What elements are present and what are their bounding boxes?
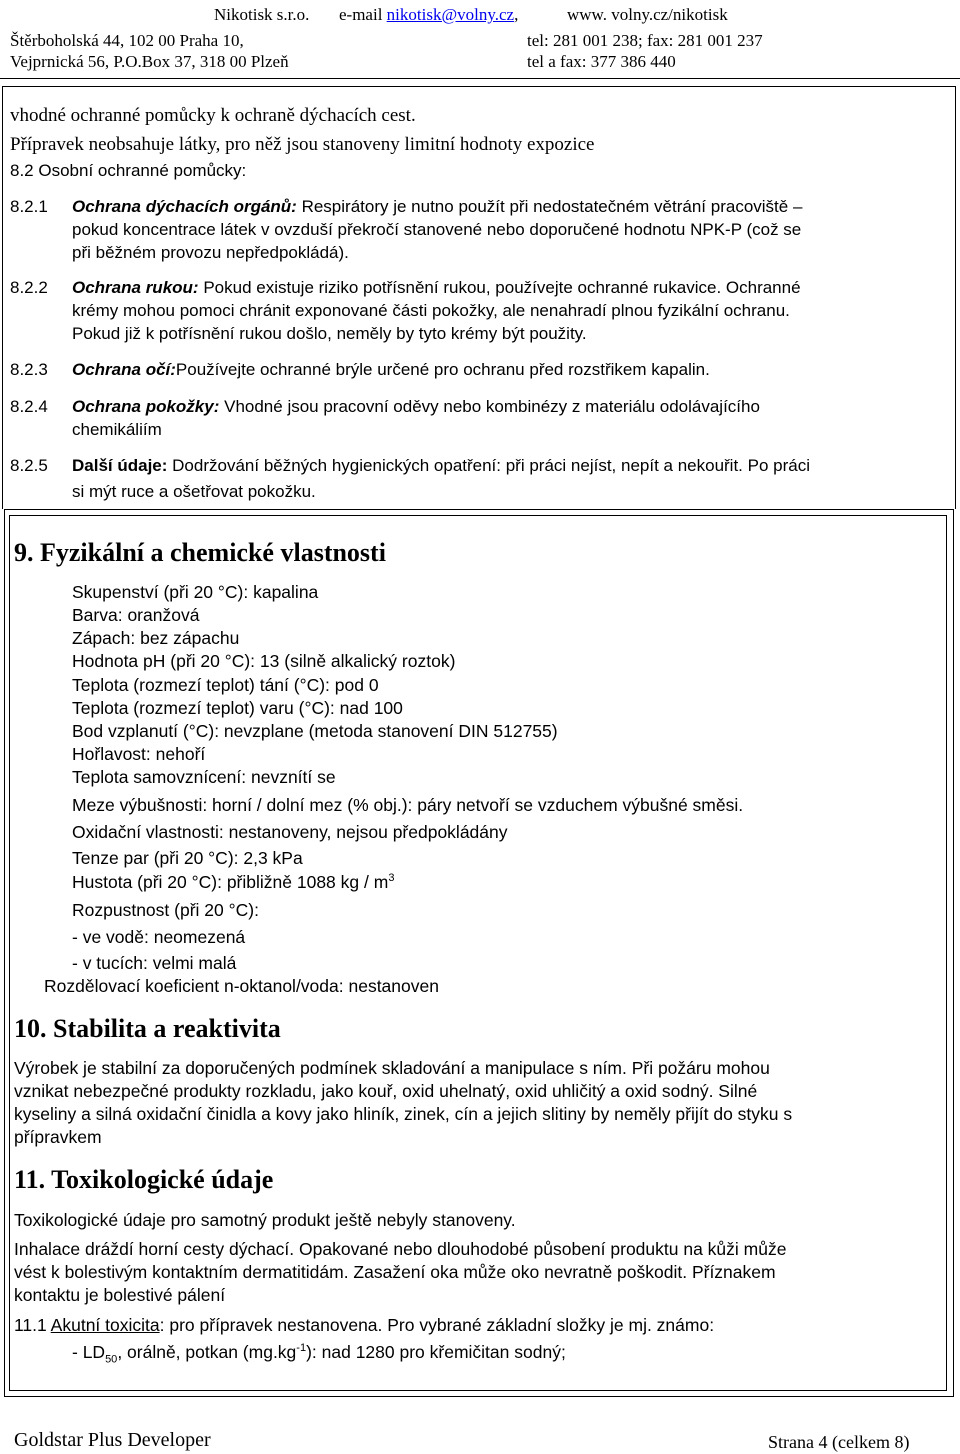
item-8-2-4-text-1: Vhodné jsou pracovní oděvy nebo kombinézy z materiálu odolávajícího — [224, 397, 760, 416]
footer-page: Strana 4 (celkem 8) — [768, 1432, 910, 1452]
section-8-line-1: vhodné ochranné pomůcky k ochraně dýchacích cest. — [10, 105, 416, 126]
prop-solubility: Rozpustnost (při 20 °C): — [72, 900, 259, 920]
prop-flash-point: Bod vzplanutí (°C): nevzplane (metoda stanovení DIN 512755) — [72, 721, 558, 741]
section-10-line-4: přípravkem — [14, 1127, 102, 1147]
item-8-2-2-title: Ochrana rukou: — [72, 278, 199, 297]
prop-state: Skupenství (při 20 °C): kapalina — [72, 582, 319, 602]
item-8-2-1-text-2: pokud koncentrace látek v ovzduší překročí stanovené nebo doporučené hodnotu NPK-P (což se — [72, 220, 802, 239]
header-company: Nikotisk s.r.o. — [214, 5, 310, 24]
item-8-2-1 — [72, 196, 802, 218]
item-8-2-4-text-2: chemikáliím — [72, 420, 162, 439]
section-8-2-heading: 8.2 Osobní ochranné pomůcky: — [10, 161, 247, 180]
ld50-sub: 50 — [105, 1353, 118, 1366]
acute-toxicity-label: Akutní toxicita — [50, 1315, 160, 1335]
prop-melting: Teplota (rozmezí teplot) tání (°C): pod 0 — [72, 675, 379, 695]
prop-flammability: Hořlavost: nehoří — [72, 744, 206, 764]
item-8-2-5 — [72, 455, 810, 477]
header-address-2: Vejprnická 56, P.O.Box 37, 318 00 Plzeň — [10, 52, 289, 71]
item-8-2-3-number: 8.2.3 — [10, 360, 48, 379]
prop-partition: Rozdělovací koeficient n-oktanol/voda: nestanoven — [44, 976, 439, 996]
prop-explosion-limits: Meze výbušnosti: horní / dolní mez (% obj.): páry netvoří se vzduchem výbušné směsi. — [72, 795, 744, 815]
ld50-end: ): nad 1280 pro křemičitan sodný; — [306, 1342, 566, 1362]
item-8-2-1-title: Ochrana dýchacích orgánů: — [72, 197, 297, 216]
item-8-2-3-title: Ochrana očí: — [72, 360, 176, 379]
prop-oxidizing: Oxidační vlastnosti: nestanoveny, nejsou předpokládány — [72, 822, 508, 842]
ld50-prefix: - LD — [72, 1342, 106, 1362]
footer-product: Goldstar Plus Developer — [14, 1429, 211, 1451]
item-8-2-2 — [72, 277, 801, 299]
header-web[interactable]: www. volny.cz/nikotisk — [567, 5, 728, 24]
section-10-line-1: Výrobek je stabilní za doporučených podmínek skladování a manipulace s ním. Při požáru mohou — [14, 1058, 770, 1078]
section-8-line-2: Přípravek neobsahuje látky, pro něž jsou stanoveny limitní hodnoty expozice — [10, 134, 595, 155]
prop-density-text: Hustota (při 20 °C): přibližně 1088 kg / m — [72, 872, 389, 892]
section-10-heading: 10. Stabilita a reaktivita — [14, 1014, 281, 1043]
prop-solubility-water: - ve vodě: neomezená — [72, 927, 246, 947]
section-11-intro: Toxikologické údaje pro samotný produkt ještě nebyly stanoveny. — [14, 1210, 516, 1230]
item-8-2-1-number: 8.2.1 — [10, 197, 48, 216]
item-8-2-5-title: Další údaje: — [72, 456, 168, 475]
prop-density-sup: 3 — [388, 872, 395, 885]
item-8-2-2-text-3: Pokud již k potřísnění rukou došlo, neměly by tyto krémy být použity. — [72, 324, 587, 343]
item-8-2-2-text-2: krémy mohou pomoci chránit exponované části pokožky, ale nenahradí plnou fyzikální ochranu. — [72, 301, 790, 320]
email-suffix: , — [514, 5, 519, 24]
section-11-heading: 11. Toxikologické údaje — [14, 1165, 274, 1194]
prop-vapor-pressure: Tenze par (při 20 °C): 2,3 kPa — [72, 848, 303, 868]
header-address-1: Štěrboholská 44, 102 00 Praha 10, — [10, 31, 244, 50]
section-10-line-2: vznikat nebezpečné produkty rozkladu, jako kouř, oxid uhelnatý, oxid uhličitý a oxid sodný. Silné — [14, 1081, 758, 1101]
ld50-line — [72, 1341, 566, 1364]
prop-solubility-fats: - v tucích: velmi malá — [72, 953, 237, 973]
ld50-sup: -1 — [296, 1342, 307, 1355]
acute-toxicity-text: : pro přípravek nestanovena. Pro vybrané základní složky je mj. známo: — [159, 1315, 715, 1335]
email-link[interactable]: nikotisk@volny.cz — [386, 5, 515, 24]
section-11-line-2: vést k bolestivým kontaktním dermatitidám. Zasažení oka může oko nevratně poškodit. Příznakem — [14, 1262, 776, 1282]
item-8-2-3 — [72, 359, 710, 381]
item-8-2-5-text-1: Dodržování běžných hygienických opatření: při práci nejíst, nepít a nekouřit. Po práci — [172, 456, 810, 475]
prop-odor: Zápach: bez zápachu — [72, 628, 240, 648]
ld50-mid: , orálně, potkan (mg.kg — [117, 1342, 297, 1362]
item-8-2-4-number: 8.2.4 — [10, 397, 48, 416]
header-email-line — [339, 5, 518, 25]
item-8-2-1-text-1: Respirátory je nutno použít při nedostatečném větrání pracoviště – — [301, 197, 803, 216]
prop-boiling: Teplota (rozmezí teplot) varu (°C): nad 100 — [72, 698, 403, 718]
prop-autoignition: Teplota samovznícení: nevznítí se — [72, 767, 336, 787]
header-divider — [0, 78, 960, 79]
header-phone-1: tel: 281 001 238; fax: 281 001 237 — [527, 31, 763, 50]
item-8-2-2-text-1: Pokud existuje riziko potřísnění rukou, používejte ochranné rukavice. Ochranné — [203, 278, 801, 297]
prop-ph: Hodnota pH (při 20 °C): 13 (silně alkalický roztok) — [72, 651, 456, 671]
acute-toxicity-line — [14, 1314, 714, 1337]
prop-color: Barva: oranžová — [72, 605, 200, 625]
item-8-2-3-text-1: Používejte ochranné brýle určené pro ochranu před rozstřikem kapalin. — [175, 360, 710, 379]
item-8-2-4-title: Ochrana pokožky: — [72, 397, 220, 416]
email-label: e-mail — [339, 5, 383, 24]
item-8-2-1-text-3: při běžném provozu nepředpokládá). — [72, 243, 349, 262]
prop-density — [72, 871, 394, 894]
item-8-2-2-number: 8.2.2 — [10, 278, 48, 297]
section-10-line-3: kyseliny a silná oxidační činidla a kovy jako hliník, zinek, cín a jejich slitiny by neměly přijít do styku s — [14, 1104, 793, 1124]
section-11-line-3: kontaktu je bolestivé pálení — [14, 1285, 226, 1305]
header-phone-2: tel a fax: 377 386 440 — [527, 52, 676, 71]
section-11-line-1: Inhalace dráždí horní cesty dýchací. Opakované nebo dlouhodobé působení produktu na kůži může — [14, 1239, 787, 1259]
section-9-heading: 9. Fyzikální a chemické vlastnosti — [14, 538, 386, 567]
item-8-2-5-number: 8.2.5 — [10, 456, 48, 475]
item-8-2-4 — [72, 396, 760, 418]
item-8-2-5-text-2: si mýt ruce a ošetřovat pokožku. — [72, 482, 316, 501]
acute-toxicity-number: 11.1 — [14, 1315, 47, 1335]
